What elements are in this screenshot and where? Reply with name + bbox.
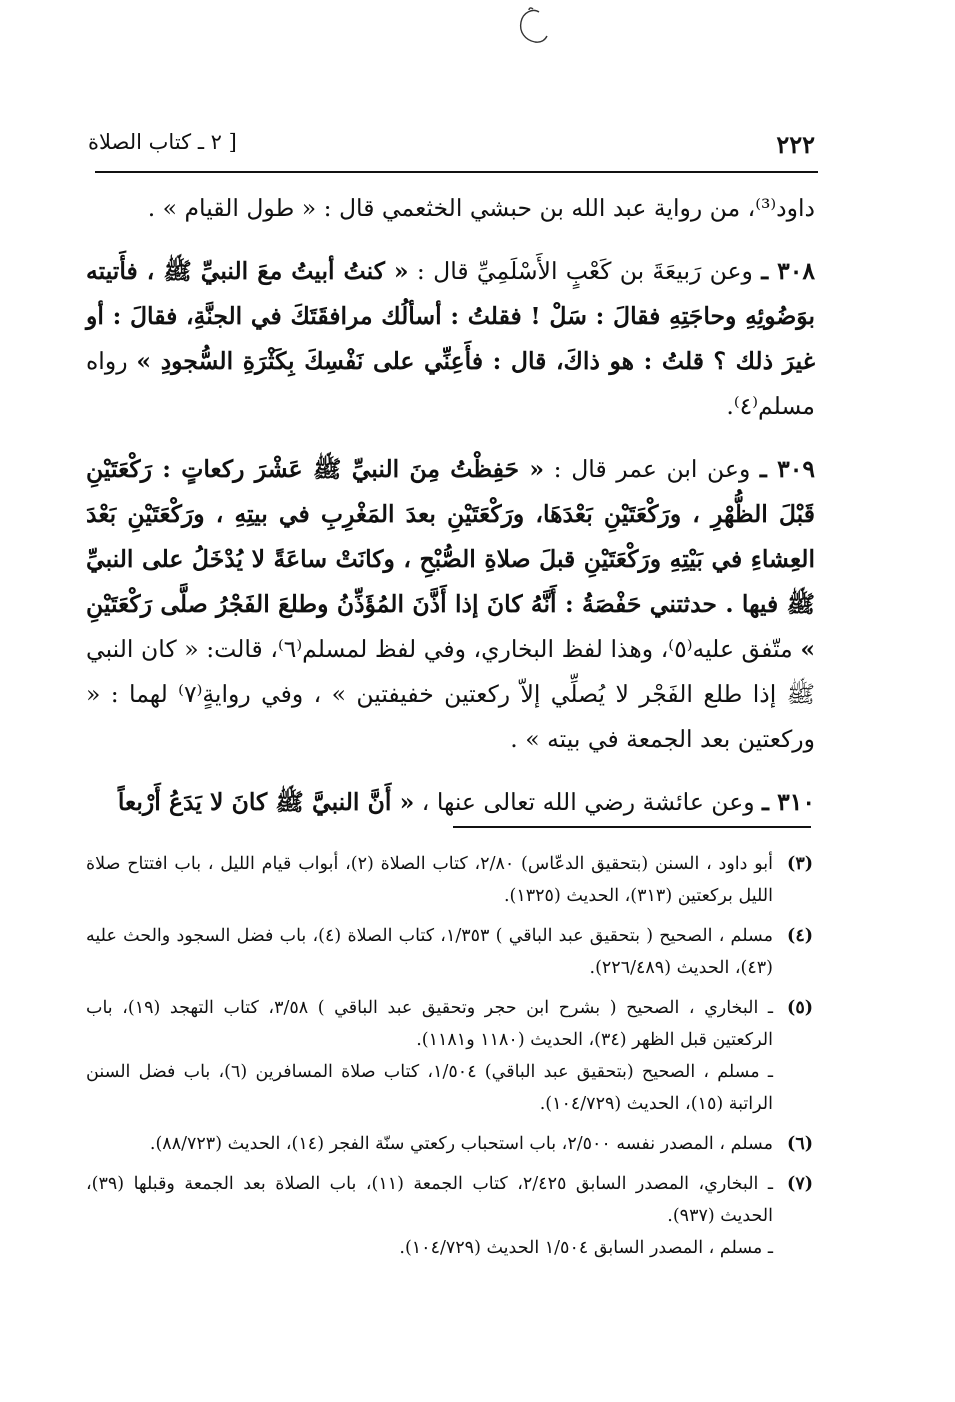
- running-head: [88, 130, 815, 164]
- footnote-number: (٤): [787, 926, 813, 946]
- hadith-text: « أَنَّ النبيَّ ﷺ كانَ لا يَدَعُ أَرْبعاً: [117, 788, 415, 816]
- hadith-intro: وعن رَبيعَةَ بن كَعْبٍ الأَسْلَمِيِّ قال :: [408, 257, 762, 285]
- hadith-intro: وعن عائشة رضي الله تعالى عنها ،: [414, 788, 763, 816]
- footnote-text: مسلم ، المصدر نفسه ٢/٥٠٠، باب استحباب ركعتي سنّة الفجر (١٤)، الحديث (٨٨/٧٢٣).: [149, 1134, 773, 1154]
- footnote-number: (٥): [787, 998, 813, 1018]
- footnote-rule: [453, 826, 811, 828]
- footnote-7: [86, 1168, 813, 1264]
- footnote-3: [86, 848, 813, 912]
- footnote-number: (٣): [787, 854, 813, 874]
- footnote-text-secondary: ـ مسلم ، الصحيح (بتحقيق عبد الباقي) ١/٥٠٤، كتاب صلاة المسافرين (٦)، باب فضل السنن الراتبة (١٥)، الحديث (١٠٤/٧٢٩).: [86, 1062, 774, 1114]
- hadith-309: [86, 447, 815, 762]
- hadith-text: « كنتُ أبيتُ معَ النبيِّ ﷺ ، فأَتيته بوَضُوئِهِ وحاجَتِهِ فقالَ : سَلْ ! فقلتُ : أسألُك مرافقَتَكَ في الجنَّةِ، فقالَ : أو غيرَ ذلك ؟ قلتُ : هو ذاكَ، قال : فأَعِنِّي على نَفْسِكَ بِكَثْرَةِ السُّجودِ »: [86, 257, 815, 375]
- hadith-intro: وعن ابن عمر قال :: [544, 455, 760, 483]
- chapter-title: [ ٢ ـ كتاب الصلاة: [88, 130, 237, 154]
- page-number: ٢٢٢: [776, 130, 815, 159]
- footnotes: [86, 848, 813, 1272]
- hadith-text: « حَفِظْتُ مِنَ النبيِّ ﷺ عَشْرَ ركعاتٍ : رَكْعَتَيْنِ قَبْلَ الظُّهْرِ ، ورَكْعَتَيْنِ بَعْدَهَا، ورَكْعَتَيْنِ بعدَ المَغْرِبِ في بيتِهِ ، ورَكْعَتَيْنِ بَعْدَ العِشاءِ في بَيْتِهِ ورَكْعَتَيْنِ قبلَ صلاةِ الصُّبْحِ ، وكانَتْ ساعَةً لا يُدْخَلُ على النبيِّ ﷺ فيها . حدثتني حَفْصَةُ : أَنَّهُ كانَ إذا أَذَّنَ المُؤَذِّنُ وطلعَ الفَجْرُ صلَّى رَكْعَتَيْنِ »: [86, 455, 816, 663]
- hadith-source: رواه مسلم⁽٤⁾.: [86, 347, 815, 420]
- footnote-text: ـ البخاري ، الصحيح ( بشرح ابن حجر وتحقيق عبد الباقي ) ٣/٥٨، كتاب التهجد (١٩)، باب الركعتين قبل الظهر (٣٤)، الحديث (١١٨٠ و١١٨١).: [86, 998, 774, 1050]
- footnote-6: [86, 1128, 813, 1160]
- footnote-text: أبو داود ، السنن (بتحقيق الدعّاس) ٢/٨٠، كتاب الصلاة (٢)، أبواب قيام الليل ، باب افتتاح صلاة الليل بركعتين (٣١٣)، الحديث (١٣٢٥).: [86, 854, 773, 906]
- paragraph-continuation: داود⁽³⁾، من رواية عبد الله بن حبشي الخثعمي قال : « طول القيام » .: [147, 194, 815, 222]
- hadith-number: ٣١٠ ـ: [762, 788, 815, 816]
- footnote-number: (٧): [787, 1174, 813, 1194]
- hadith-number: ٣٠٨ ـ: [761, 257, 815, 285]
- hadith-source: متّفق عليه⁽٥⁾، وهذا لفظ البخاري، وفي لفظ لمسلم⁽٦⁾، قالت: « كان النبي ﷺ إذا طلع الفَجْر لا يُصلِّي إلاّ ركعتين خفيفتين » ، وفي روايةٍ⁽٧⁾ لهما : « وركعتين بعد الجمعة في بيته » .: [86, 635, 815, 753]
- hadith-308: [86, 249, 815, 429]
- hadith-310: [86, 780, 815, 825]
- footnote-5: [86, 992, 813, 1120]
- footnote-text: مسلم ، الصحيح ( بتحقيق عبد الباقي ) ١/٣٥٣، كتاب الصلاة (٤)، باب فضل السجود والحث عليه (٤٣)، الحديث (٢٢٦/٤٨٩).: [86, 926, 773, 978]
- hadith-number: ٣٠٩ ـ: [759, 455, 816, 483]
- footnote-number: (٦): [787, 1134, 813, 1154]
- handwritten-mark-icon: [505, 6, 555, 51]
- header-rule: [95, 171, 818, 173]
- footnote-4: [86, 920, 813, 984]
- footnote-text: ـ البخاري، المصدر السابق ٢/٤٢٥، كتاب الجمعة (١١)، باب الصلاة بعد الجمعة وقبلها (٣٩)، الحديث (٩٣٧).: [86, 1174, 774, 1226]
- main-text: [86, 186, 815, 843]
- footnote-text-secondary: ـ مسلم ، المصدر السابق ١/٥٠٤ الحديث (١٠٤/٧٢٩).: [399, 1238, 773, 1258]
